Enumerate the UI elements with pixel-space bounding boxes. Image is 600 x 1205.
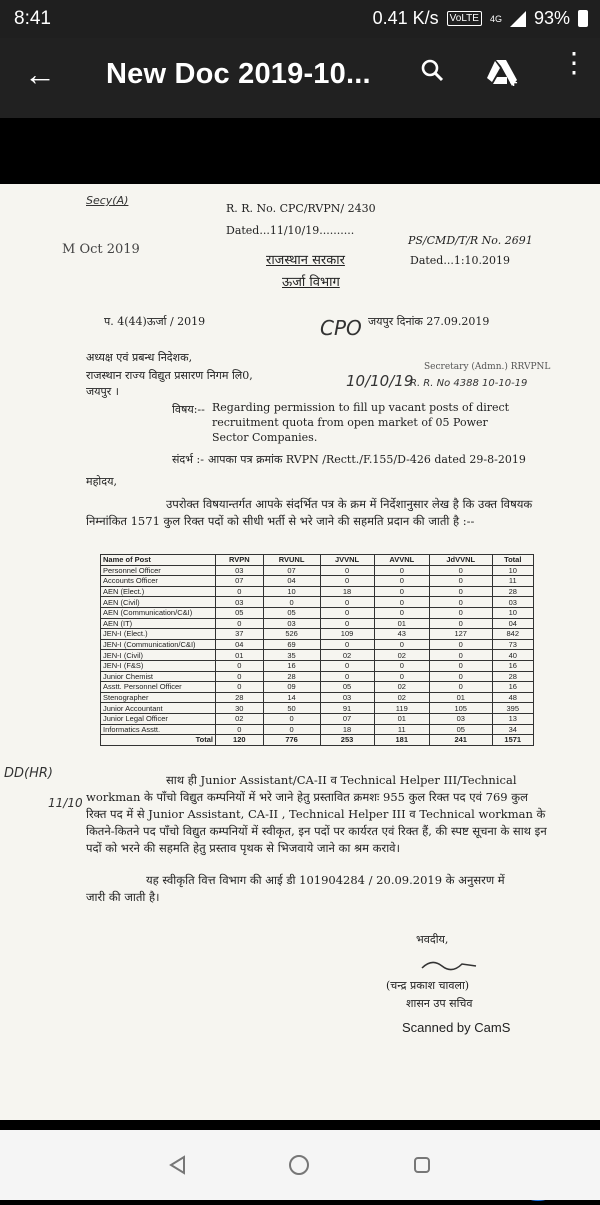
status-time: 8:41 <box>14 8 51 29</box>
post-name-cell: Informatics Asstt. <box>101 724 216 735</box>
table-row <box>101 692 534 703</box>
received-stamp: M Oct 2019 <box>62 242 140 257</box>
col-rvpn: RVPN <box>216 555 264 566</box>
reference-text: आपका पत्र क्रमांक RVPN /Rectt./F.155/D-426 dated 29-8-2019 <box>208 453 526 466</box>
count-cell: 01 <box>374 618 429 629</box>
count-cell: 10 <box>263 586 320 597</box>
col-total: Total <box>492 555 533 566</box>
col-name-of-post: Name of Post <box>101 555 216 566</box>
col-rvunl: RVUNL <box>263 555 320 566</box>
count-cell: 37 <box>216 629 264 640</box>
table-row <box>101 671 534 682</box>
count-cell: 01 <box>374 713 429 724</box>
total-avvnl: 181 <box>374 735 429 746</box>
count-cell: 04 <box>492 618 533 629</box>
count-cell: 03 <box>216 565 264 576</box>
count-cell: 02 <box>374 692 429 703</box>
post-name-cell: Personnel Officer <box>101 565 216 576</box>
post-name-cell: AEN (Civil) <box>101 597 216 608</box>
svg-text:+: + <box>509 76 519 88</box>
post-name-cell: Accounts Officer <box>101 576 216 587</box>
count-cell: 07 <box>320 713 374 724</box>
count-cell: 0 <box>263 713 320 724</box>
table-row <box>101 565 534 576</box>
count-cell: 0 <box>320 660 374 671</box>
govt-heading: राजस्थान सरकार <box>266 253 345 268</box>
count-cell: 40 <box>492 650 533 661</box>
count-cell: 34 <box>492 724 533 735</box>
table-row <box>101 607 534 618</box>
count-cell: 73 <box>492 639 533 650</box>
ps-dated: Dated...1:10.2019 <box>410 254 511 267</box>
total-jdvvnl: 241 <box>429 735 492 746</box>
signature-mark <box>418 954 478 976</box>
app-bar <box>0 38 600 118</box>
nav-recents-icon[interactable] <box>412 1155 432 1175</box>
count-cell: 0 <box>216 660 264 671</box>
count-cell: 0 <box>374 607 429 618</box>
count-cell: 28 <box>492 586 533 597</box>
post-name-cell: Asstt. Personnel Officer <box>101 682 216 693</box>
count-cell: 50 <box>263 703 320 714</box>
count-cell: 127 <box>429 629 492 640</box>
count-cell: 10 <box>492 607 533 618</box>
nav-back-icon[interactable] <box>168 1155 188 1175</box>
count-cell: 0 <box>216 671 264 682</box>
count-cell: 03 <box>216 597 264 608</box>
count-cell: 18 <box>320 724 374 735</box>
count-cell: 02 <box>374 650 429 661</box>
count-cell: 07 <box>216 576 264 587</box>
count-cell: 02 <box>374 682 429 693</box>
signal-icon <box>510 11 526 27</box>
count-cell: 0 <box>374 597 429 608</box>
count-cell: 119 <box>374 703 429 714</box>
count-cell: 0 <box>429 671 492 682</box>
count-cell: 109 <box>320 629 374 640</box>
table-row <box>101 660 534 671</box>
reference-number: प. 4(44)ऊर्जा / 2019 <box>104 315 206 328</box>
count-cell: 18 <box>320 586 374 597</box>
count-cell: 02 <box>320 650 374 661</box>
count-cell: 05 <box>320 682 374 693</box>
post-name-cell: AEN (Elect.) <box>101 586 216 597</box>
count-cell: 0 <box>320 618 374 629</box>
count-cell: 0 <box>216 586 264 597</box>
count-cell: 07 <box>263 565 320 576</box>
signer-title: शासन उप सचिव <box>406 997 473 1010</box>
table-row <box>101 586 534 597</box>
posts-table <box>100 554 534 746</box>
col-jdvvnl: JdVVNL <box>429 555 492 566</box>
subject-text: Regarding permission to fill up vacant posts of direct recruitment quota from open market of 05 Power Sector Companies. <box>212 401 510 444</box>
count-cell: 09 <box>263 682 320 693</box>
count-cell: 0 <box>429 618 492 629</box>
table-row <box>101 629 534 640</box>
count-cell: 526 <box>263 629 320 640</box>
count-cell: 69 <box>263 639 320 650</box>
table-row <box>101 576 534 587</box>
total-rvunl: 776 <box>263 735 320 746</box>
count-cell: 0 <box>374 576 429 587</box>
count-cell: 14 <box>263 692 320 703</box>
count-cell: 0 <box>320 607 374 618</box>
table-header-row <box>101 555 534 566</box>
handwritten-date: 10/10/19 <box>346 372 414 390</box>
count-cell: 0 <box>429 597 492 608</box>
table-row <box>101 703 534 714</box>
count-cell: 11 <box>492 576 533 587</box>
paragraph-1: उपरोक्त विषयान्तर्गत आपके संदर्भित पत्र के क्रम में निर्देशानुसार लेख है कि उक्त विषयक निम्नांकित 1571 कुल रिक्त पदों को सीधी भर्ती से भरे जाने की सहमति प्रदान की जाती है :-- <box>86 497 533 528</box>
count-cell: 13 <box>492 713 533 724</box>
table-row <box>101 639 534 650</box>
count-cell: 0 <box>429 639 492 650</box>
document-page <box>0 184 600 1120</box>
total-rvpn: 120 <box>216 735 264 746</box>
post-name-cell: JEN-I (Communication/C&I) <box>101 639 216 650</box>
addressee-line-2: राजस्थान राज्य विद्युत प्रसारण निगम लि0, <box>86 369 253 382</box>
table-row <box>101 713 534 724</box>
signer-name: (चन्द्र प्रकाश चावला) <box>386 979 470 992</box>
battery-icon <box>578 10 588 27</box>
count-cell: 30 <box>216 703 264 714</box>
count-cell: 28 <box>216 692 264 703</box>
reference-label: संदर्भ :- <box>172 453 204 466</box>
count-cell: 0 <box>429 576 492 587</box>
count-cell: 16 <box>492 682 533 693</box>
col-avvnl: AVVNL <box>374 555 429 566</box>
salutation: महोदय, <box>86 475 117 488</box>
count-cell: 0 <box>374 586 429 597</box>
count-cell: 28 <box>263 671 320 682</box>
count-cell: 0 <box>216 682 264 693</box>
count-cell: 01 <box>429 692 492 703</box>
post-name-cell: Junior Chemist <box>101 671 216 682</box>
status-bar <box>0 0 600 38</box>
count-cell: 0 <box>429 660 492 671</box>
count-cell: 0 <box>320 671 374 682</box>
count-cell: 03 <box>263 618 320 629</box>
scanner-watermark: Scanned by CamS <box>402 1020 511 1035</box>
side-note-date: 11/10 <box>48 796 83 810</box>
count-cell: 0 <box>320 597 374 608</box>
table-row <box>101 597 534 608</box>
volte-badge: VoLTE <box>447 11 482 26</box>
count-cell: 0 <box>429 565 492 576</box>
count-cell: 0 <box>374 639 429 650</box>
side-note: DD(HR) <box>4 766 53 781</box>
paragraph-2: साथ ही Junior Assistant/CA-II व Technical Helper III/Technical workman के पाँचो विद्युत कम्पनियों में भरे जाने हेतु प्रस्तावित क्रमशः 955 कुल रिक्त पद एवं 769 कुल रिक्त पद में से Junior Assistant, CA-II , Technical Helper III व Technical workman के कितने-कितने पद पाँचो विद्युत कम्पनियों में स्वीकृत, इन पदों पर कार्यरत एवं रिक्त हैं, की स्पष्ट सूचना के साथ इन पदों को भरने की सहमति हेतु प्रस्ताव पृथक से भिजवाये जाने का श्रम करावे। <box>86 773 547 855</box>
table-row <box>101 682 534 693</box>
count-cell: 04 <box>263 576 320 587</box>
search-icon[interactable] <box>420 58 444 82</box>
rr-dated: Dated...11/10/19.......... <box>226 224 355 237</box>
table-row <box>101 650 534 661</box>
network-speed: 0.41 K/s <box>372 8 439 28</box>
cpo-handwritten: CPO <box>320 316 362 340</box>
count-cell: 05 <box>216 607 264 618</box>
table-row <box>101 618 534 629</box>
col-jvvnl: JVVNL <box>320 555 374 566</box>
back-arrow-icon[interactable]: ← <box>24 56 56 92</box>
post-name-cell: JEN-I (Elect.) <box>101 629 216 640</box>
count-cell: 0 <box>374 660 429 671</box>
count-cell: 0 <box>374 671 429 682</box>
post-name-cell: Stenographer <box>101 692 216 703</box>
count-cell: 03 <box>320 692 374 703</box>
count-cell: 0 <box>263 724 320 735</box>
count-cell: 105 <box>429 703 492 714</box>
dept-heading: ऊर्जा विभाग <box>282 275 340 290</box>
post-name-cell: Junior Legal Officer <box>101 713 216 724</box>
total-jvvnl: 253 <box>320 735 374 746</box>
post-name-cell: Junior Accountant <box>101 703 216 714</box>
addressee-line-3: जयपुर । <box>86 385 119 398</box>
count-cell: 395 <box>492 703 533 714</box>
rr-number: R. R. No. CPC/RVPN/ 2430 <box>226 202 376 215</box>
subject-label: विषय:-- <box>172 403 205 416</box>
status-right <box>373 8 588 29</box>
count-cell: 03 <box>429 713 492 724</box>
count-cell: 03 <box>492 597 533 608</box>
table-row <box>101 724 534 735</box>
count-cell: 91 <box>320 703 374 714</box>
count-cell: 02 <box>216 713 264 724</box>
count-cell: 16 <box>263 660 320 671</box>
top-left-signature: Secy(A) <box>86 194 129 207</box>
secretary-stamp: Secretary (Admn.) RRVPNL <box>424 362 551 372</box>
total-label: Total <box>101 735 216 746</box>
count-cell: 10 <box>492 565 533 576</box>
count-cell: 0 <box>429 650 492 661</box>
count-cell: 0 <box>320 639 374 650</box>
count-cell: 0 <box>216 724 264 735</box>
count-cell: 0 <box>429 586 492 597</box>
post-name-cell: AEN (Communication/C&I) <box>101 607 216 618</box>
network-type: 4G <box>489 13 502 24</box>
addressee-line-1: अध्यक्ष एवं प्रबन्ध निदेशक, <box>86 351 193 364</box>
count-cell: 11 <box>374 724 429 735</box>
count-cell: 0 <box>429 682 492 693</box>
count-cell: 0 <box>374 565 429 576</box>
rr-number-2: R. R. No 4388 10-10-19 <box>410 378 528 389</box>
count-cell: 43 <box>374 629 429 640</box>
post-name-cell: JEN-I (F&S) <box>101 660 216 671</box>
count-cell: 16 <box>492 660 533 671</box>
table-total-row <box>101 735 534 746</box>
post-name-cell: JEN-I (Civil) <box>101 650 216 661</box>
count-cell: 35 <box>263 650 320 661</box>
count-cell: 28 <box>492 671 533 682</box>
count-cell: 0 <box>429 607 492 618</box>
battery-percent: 93% <box>533 8 570 28</box>
place-date: जयपुर दिनांक 27.09.2019 <box>368 315 490 328</box>
document-title: New Doc 2019-10... <box>106 58 371 90</box>
post-name-cell: AEN (IT) <box>101 618 216 629</box>
count-cell: 48 <box>492 692 533 703</box>
drive-add-icon[interactable] <box>485 58 519 88</box>
closing: भवदीय, <box>416 933 449 946</box>
count-cell: 0 <box>320 576 374 587</box>
count-cell: 0 <box>263 597 320 608</box>
count-cell: 842 <box>492 629 533 640</box>
total-grand: 1571 <box>492 735 533 746</box>
count-cell: 05 <box>263 607 320 618</box>
nav-home-icon[interactable] <box>288 1154 310 1176</box>
count-cell: 01 <box>216 650 264 661</box>
count-cell: 05 <box>429 724 492 735</box>
more-vert-icon[interactable]: ⋮ <box>560 47 588 78</box>
document-viewer[interactable] <box>0 118 600 1130</box>
count-cell: 04 <box>216 639 264 650</box>
ps-number: PS/CMD/T/R No. 2691 <box>408 234 533 247</box>
navigation-bar <box>0 1130 600 1200</box>
count-cell: 0 <box>320 565 374 576</box>
paragraph-3: यह स्वीकृति वित्त विभाग की आई डी 101904284 / 20.09.2019 के अनुसरण में जारी की जाती है। <box>86 873 505 904</box>
count-cell: 0 <box>216 618 264 629</box>
